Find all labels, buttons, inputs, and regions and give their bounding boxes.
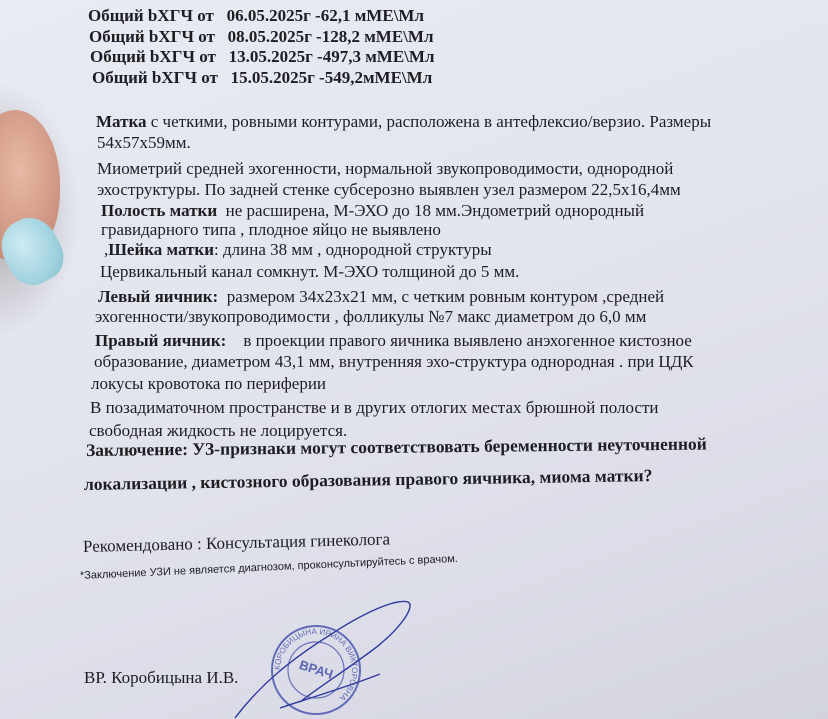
free-fluid-line-1: В позадиматочном пространстве и в других отлогих местах брюшной полости	[90, 398, 659, 417]
cervix-prefix: ,	[104, 240, 109, 259]
uterus-label: Матка	[96, 112, 147, 131]
hcg-line-4	[92, 68, 432, 88]
cervix-label: Шейка матки	[108, 240, 215, 259]
myometrium-line-1: Миометрий средней эхогенности, нормальной звукопроводимости, однородной	[97, 159, 674, 178]
right-ovary-line-1	[95, 331, 692, 351]
cervix-text: : длина 38 мм , однородной структуры	[214, 240, 492, 259]
conclusion-text: УЗ-признаки могут соответствовать беременности неуточненной	[192, 433, 707, 459]
hcg-label: Общий bХГЧ от	[90, 47, 216, 66]
cavity-label: Полость матки	[101, 201, 218, 220]
cervical-canal: Цервикальный канал сомкнут. М-ЭХО толщиной до 5 мм.	[100, 262, 520, 281]
right-ovary-line-3: локусы кровотока по периферии	[91, 374, 327, 393]
hcg-value: 06.05.2025г -62,1 мМЕ\Мл	[226, 6, 424, 25]
hcg-label: Общий bХГЧ от	[89, 27, 215, 46]
hcg-label: Общий bХГЧ от	[92, 68, 218, 87]
cavity-line-1	[101, 201, 644, 221]
right-ovary-text: в проекции правого яичника выявлено анэхогенное кистозное	[243, 331, 692, 350]
hcg-value: 15.05.2025г -549,2мМЕ\Мл	[230, 68, 433, 87]
left-ovary-text: размером 34х23х21 мм, с четким ровным контуром ,средней	[226, 287, 665, 306]
doctor-stamp	[268, 622, 364, 718]
recommendation: Рекомендовано : Консультация гинеколога	[82, 529, 391, 556]
uterus-text: с четкими, ровными контурами, расположена в антефлексио/верзио. Размеры	[150, 112, 712, 131]
hcg-line-3	[90, 47, 434, 67]
stamp-ring-text: КОРОБИЦЫНА ИРИНА ВИКТОРОВНА	[272, 626, 360, 703]
cavity-line-2: гравидарного типа , плодное яйцо не выявлено	[101, 220, 441, 239]
hcg-line-2	[89, 27, 433, 47]
left-ovary-line-1	[98, 287, 664, 307]
right-ovary-label: Правый яичник:	[95, 331, 227, 350]
stamp-center-text: ВРАЧ	[297, 657, 335, 682]
cavity-text: не расширена, М-ЭХО до 18 мм.Эндометрий однородный	[225, 201, 645, 220]
hcg-line-1	[88, 6, 424, 26]
cervix-line	[104, 240, 492, 260]
left-ovary-label: Левый яичник:	[98, 287, 219, 306]
free-fluid-line-2: свободная жидкость не лоцируется.	[89, 421, 348, 440]
conclusion-line-2: локализации , кистозного образования правого яичника, миома матки?	[83, 465, 653, 494]
myometrium-line-2: эхоструктуры. По задней стенке субсерозно выявлен узел размером 22,5х16,4мм	[97, 180, 681, 199]
uterus-line-1	[96, 112, 711, 132]
hcg-value: 13.05.2025г -497,3 мМЕ\Мл	[228, 47, 435, 66]
left-ovary-line-2: эхогенности/звукопроводимости , фолликулы №7 макс диаметром до 6,0 мм	[95, 307, 647, 326]
hcg-label: Общий bХГЧ от	[88, 6, 214, 25]
uterus-size: 54х57х59мм.	[97, 133, 191, 152]
conclusion-label: Заключение:	[85, 438, 189, 460]
doctor-name: ВР. Коробицына И.В.	[84, 668, 239, 687]
hcg-value: 08.05.2025г -128,2 мМЕ\Мл	[227, 27, 434, 46]
right-ovary-line-2: образование, диаметром 43,1 мм, внутренняя эхо-структура однородная . при ЦДК	[94, 352, 694, 371]
disclaimer: *Заключение УЗИ не является диагнозом, проконсультируйтесь с врачом.	[79, 552, 459, 582]
